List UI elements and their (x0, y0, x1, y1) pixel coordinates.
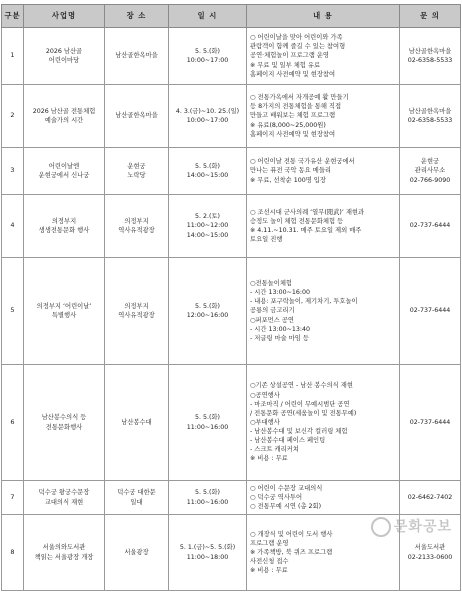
cell-contact (400, 85, 461, 148)
date-line: 5. 1.(금)~5. 5.(화) (179, 544, 236, 552)
content-line: ※ 무료 및 일부 체험 유료 (250, 61, 321, 69)
name-line: 생생전통문화 행사 (38, 227, 90, 234)
content-line: 홈페이지 사전예약 및 현장참여 (250, 70, 336, 78)
table-row (2, 85, 461, 148)
cell-content (247, 28, 400, 85)
name-line: 서울의와도서관 (42, 544, 86, 552)
cell-date (169, 85, 247, 148)
content-line: ○ 조선시대 군사의례 ‘열무(閱武)’ 재현과 (250, 208, 365, 216)
content-line: ○ 전통가옥에서 자개공예 활 만들기 (250, 94, 349, 102)
table-row (2, 148, 461, 195)
content-line: ○ 어린이날을 맞아 어린이와 가족 (250, 34, 343, 42)
name-line: 어린이날엔 (48, 162, 80, 170)
cell-date (169, 195, 247, 258)
name-line: 특별행사 (51, 312, 77, 319)
place-line: 의정부지 (124, 217, 149, 225)
cell-date (169, 28, 247, 85)
contact-line: 운현궁 (420, 158, 440, 166)
cell-content (247, 258, 400, 365)
date-line: 11:00~12:00 (186, 222, 229, 230)
place-line: 역사유적광장 (118, 227, 155, 234)
place-line: 노락당 (127, 172, 146, 179)
name-line: 덕수궁 왕궁수문장 (38, 489, 90, 497)
watermark-text: 문화공보 (393, 519, 452, 535)
content-line: - 남산봉수대 페이스 페인팅 (250, 437, 326, 445)
content-line: / 전통문화 공연(세움놀이 및 전통무예) (250, 409, 357, 417)
cell-contact (400, 148, 461, 195)
table-row (2, 365, 461, 481)
content-line: ○ 덕수궁 역사투어 (250, 493, 303, 501)
contact-line: 남산골한옥마을 (408, 107, 452, 115)
cell-name (24, 515, 105, 591)
content-line: ※ 유료(8,000~25,000원) (250, 121, 326, 129)
cell-place (105, 195, 169, 258)
cell-name (24, 28, 105, 85)
cell-contact (400, 28, 461, 85)
cell-date (169, 515, 247, 591)
contact-line: 02-737-6444 (409, 418, 451, 426)
table-row (2, 28, 461, 85)
place-line: 운현궁 (127, 162, 146, 170)
content-line: 승정도 놀이 체험 전통문화체험 등 (250, 217, 344, 225)
cell-contact (400, 258, 461, 365)
name-line: 책읽는 서울광장 개장 (34, 553, 94, 561)
name-line: 운현궁에서 신나궁 (38, 172, 90, 179)
cell-content (247, 85, 400, 148)
date-line: 11:00~16:00 (186, 423, 229, 431)
row-number: 1 (2, 28, 24, 85)
content-line: 만들고 배워보는 체험 프로그램 (250, 112, 336, 120)
content-line: 홈페이지 사전예약 및 현장참여 (250, 130, 336, 138)
place-line: 의정부지 (124, 302, 149, 310)
name-line: 2026 남산골 (45, 47, 83, 55)
name-line: 남산봉수의식 등 (41, 414, 87, 422)
cell-place (105, 148, 169, 195)
content-line: ※ 비용 : 무료 (250, 567, 288, 575)
content-line: ○부대행사 (250, 418, 280, 426)
watermark (371, 516, 452, 537)
content-line: 공룡의 금고리기 (250, 307, 295, 315)
cell-contact (400, 195, 461, 258)
content-line: - 내용: 포구락놀이, 제기차기, 투호놀이 (250, 298, 358, 306)
header-place: 장 소 (105, 5, 169, 28)
header-no: 구분 (2, 5, 24, 28)
date-line: 10:00~17:00 (186, 117, 229, 124)
contact-line: 02-6358-5533 (407, 117, 453, 124)
cell-content (247, 148, 400, 195)
seal-circle-icon (371, 517, 391, 537)
cell-content (247, 365, 400, 481)
row-number: 2 (2, 85, 24, 148)
content-line: ※ 4.11.~10.31. 매주 토요일 제외 매주 (250, 227, 362, 234)
content-line: ※ 무료, 선착순 100명 입장 (250, 176, 326, 184)
contact-line: 서울도서관 (414, 544, 446, 552)
contact-line: 02-6358-5533 (407, 57, 453, 64)
content-line: 관람객이 함께 즐길 수 있는 참여형 (250, 43, 346, 51)
name-line: 예술가의 시간 (44, 117, 84, 124)
content-line: ※ 가족책방, 북 퀴즈 프로그램 (250, 548, 333, 556)
cell-date (169, 258, 247, 365)
content-line: 토요일 진행 (250, 236, 283, 244)
row-number: 7 (2, 481, 24, 515)
row-number: 5 (2, 258, 24, 365)
table-row (2, 195, 461, 258)
content-line: 만나는 퓨전 국악 동요 메들리 (250, 167, 331, 175)
contact-line: 관리사무소 (414, 167, 446, 175)
contact-line: 02-766-9090 (409, 176, 451, 184)
content-line: ○공연행사 (250, 391, 280, 399)
content-line: 프로그램 운영 (250, 539, 289, 547)
date-line: 11:00~16:00 (186, 498, 229, 506)
content-line: ○ 개장식 및 어린이 도서 행사 (250, 530, 333, 538)
content-line: - 저글링 마술 마임 등 (250, 334, 309, 342)
content-line: ○전통놀이체험 (250, 280, 292, 288)
date-line: 14:00~15:00 (186, 172, 229, 179)
content-line: 등 8가지의 전통체험을 통해 직접 (250, 103, 342, 111)
name-line: 2026 남산골 전통체험 (32, 107, 96, 115)
content-line: - 마조마직 / 어린이 무예시범단 공연 (250, 400, 350, 408)
content-line: - 시간 13:00~13:40 (250, 325, 311, 333)
cell-content (247, 195, 400, 258)
date-line: 5. 5.(화) (194, 47, 220, 55)
name-line: 교대의식 재현 (44, 498, 84, 506)
cell-name (24, 148, 105, 195)
content-line: ○ 전통무예 시연 (총 2회) (250, 503, 322, 511)
content-line: ○퍼포먼스 공연 (250, 316, 294, 324)
date-line: 11:00~18:00 (186, 553, 229, 561)
row-number: 6 (2, 365, 24, 481)
cell-name (24, 85, 105, 148)
cell-place (105, 258, 169, 365)
table-header-row (2, 5, 461, 28)
table-row (2, 258, 461, 365)
contact-line: 02-6462-7402 (407, 493, 453, 501)
date-line: 5. 5.(화) (194, 162, 220, 170)
cell-place (105, 515, 169, 591)
content-line: 공연·체험놀이 프로그램 운영 (250, 52, 329, 60)
date-line: 5. 2.(토) (194, 213, 220, 221)
contact-line: 02-737-6444 (409, 222, 451, 230)
content-line: - 남산봉수대 및 보신각 컬러링 체험 (250, 428, 348, 436)
cell-place (105, 365, 169, 481)
cell-name (24, 481, 105, 515)
place-line: 남산골한옥마을 (115, 52, 158, 60)
contact-line: 남산골한옥마을 (408, 47, 452, 55)
cell-date (169, 365, 247, 481)
name-line: 어린이마당 (48, 57, 80, 64)
cell-place (105, 85, 169, 148)
content-line: ○ 어린이날 전통 국가유산 운현궁에서 (250, 158, 355, 166)
cell-name (24, 365, 105, 481)
name-line: 의정부지 (51, 217, 77, 225)
date-line: 10:00~17:00 (186, 57, 229, 64)
event-schedule-table (1, 4, 461, 591)
row-number: 8 (2, 515, 24, 591)
date-line: 4. 3.(금)~10. 25.(일) (175, 107, 240, 115)
cell-content (247, 481, 400, 515)
content-line: ※ 비용 : 무료 (250, 455, 288, 463)
content-line: 사전신청 접수 (250, 558, 289, 566)
header-content: 내 용 (247, 5, 400, 28)
content-line: - 시간 13:00~16:00 (250, 289, 311, 297)
header-name: 사업명 (24, 5, 105, 28)
header-contact: 문 의 (400, 5, 461, 28)
place-line: 남산봉수대 (121, 418, 152, 426)
cell-contact (400, 481, 461, 515)
cell-place (105, 28, 169, 85)
name-line: 의정부지 ‘어린이날’ (36, 302, 92, 310)
cell-date (169, 148, 247, 195)
name-line: 전통문화행사 (45, 423, 83, 431)
row-number: 4 (2, 195, 24, 258)
place-line: 역사유적광장 (118, 312, 155, 319)
content-line: - 스크트 캐리커쳐 (250, 446, 299, 454)
cell-place (105, 481, 169, 515)
content-line: ○ 어린이 수문장 교대의식 (250, 484, 323, 492)
date-line: 14:00~15:00 (186, 231, 229, 239)
cell-name (24, 258, 105, 365)
cell-name (24, 195, 105, 258)
date-line: 5. 5.(화) (194, 414, 220, 422)
place-line: 일대 (130, 498, 143, 506)
place-line: 서울광장 (124, 548, 149, 556)
place-line: 덕수궁 대한문 (117, 489, 156, 497)
header-date: 일 시 (169, 5, 247, 28)
cell-date (169, 481, 247, 515)
date-line: 12:00~16:00 (186, 312, 229, 319)
table-row (2, 481, 461, 515)
place-line: 남산골한옥마을 (115, 112, 158, 120)
contact-line: 02-737-6444 (409, 307, 451, 315)
cell-contact (400, 365, 461, 481)
date-line: 5. 5.(화) (194, 302, 220, 310)
date-line: 5. 5.(화) (194, 489, 220, 497)
content-line: ○기존 상설공연 - 남산 봉수의식 재현 (250, 382, 353, 390)
contact-line: 02-2133-0600 (407, 553, 453, 561)
row-number: 3 (2, 148, 24, 195)
